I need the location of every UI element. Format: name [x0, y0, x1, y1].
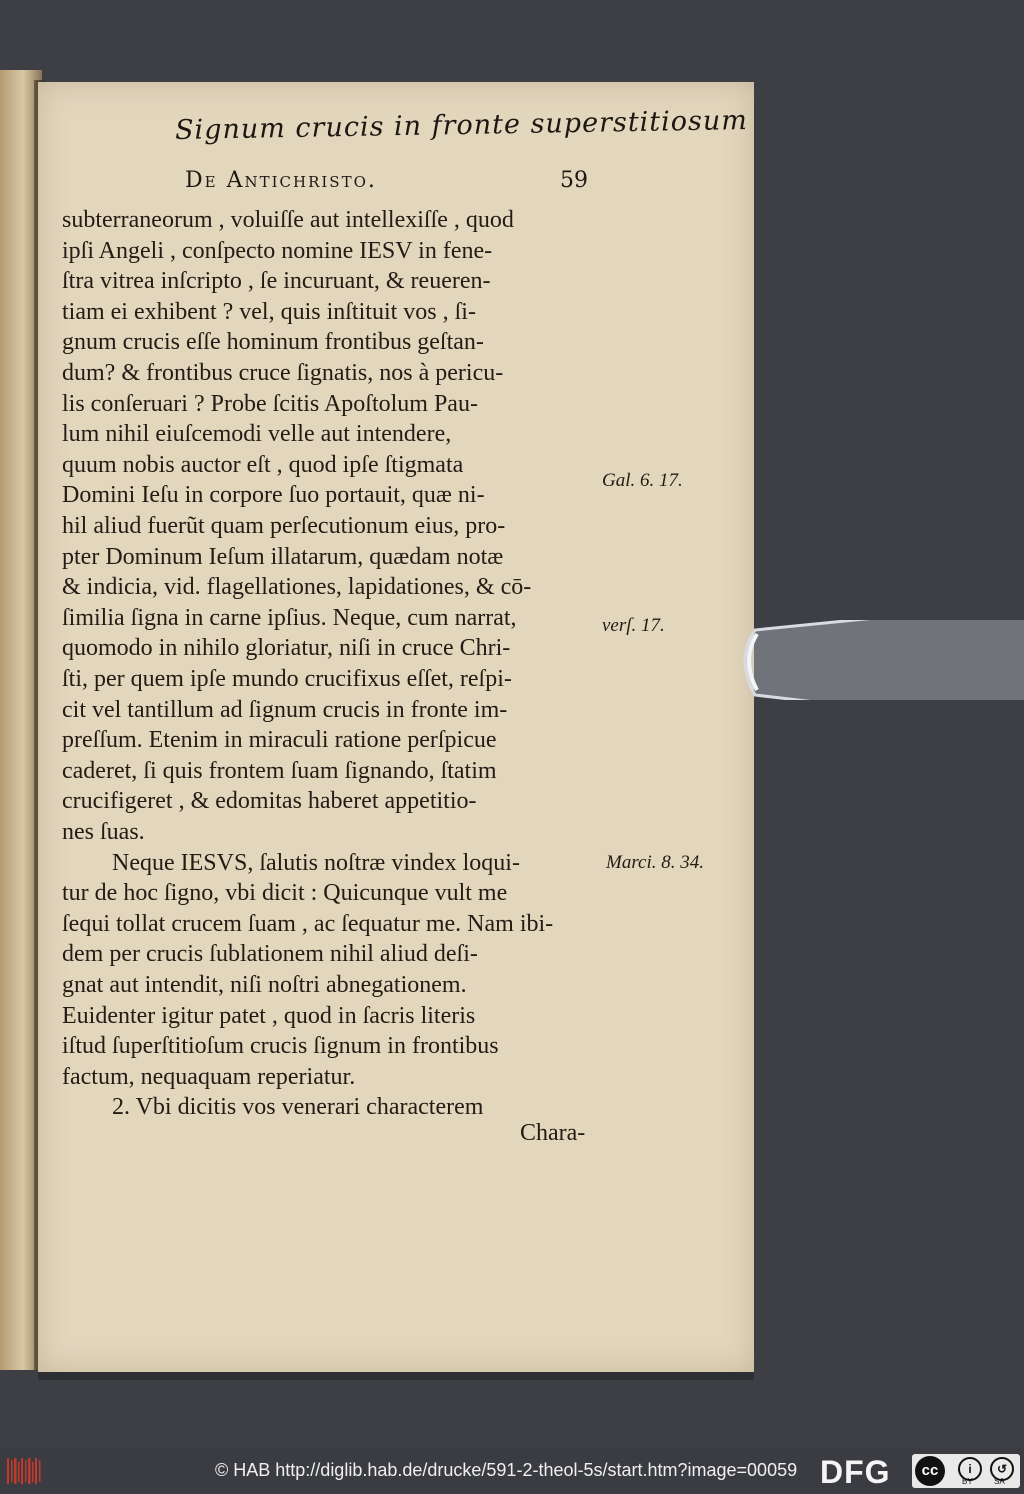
handwritten-annotation: Signum crucis in fronte superstitiosum — [174, 105, 749, 146]
margin-note-vers: verſ. 17. — [602, 615, 665, 636]
text-line: ipſi Angeli , conſpecto nomine IESV in fene- — [62, 237, 493, 264]
barcode-icon — [6, 1456, 42, 1486]
text-line: gnat aut intendit, niſi noſtri abnegationem. — [62, 972, 467, 998]
text-line: quomodo in nihilo gloriatur, niſi in cruce Chri- — [62, 635, 511, 662]
text-line: preſſum. Etenim in miraculi ratione perſpicue — [62, 727, 497, 754]
text-line: tur de hoc ſigno, vbi dicit : Quicunque vult me — [62, 880, 508, 907]
text-line: gnum crucis eſſe hominum frontibus geſtan- — [62, 329, 484, 356]
running-head: De Antichristo. — [185, 168, 377, 193]
text-line: dum? & frontibus cruce ſignatis, nos à pericu- — [62, 360, 504, 386]
text-line: & indicia, vid. flagellationes, lapidationes, & cō- — [62, 574, 532, 601]
cc-icon: cc — [915, 1456, 945, 1486]
text-line: lum nihil eiuſcemodi velle aut intendere, — [62, 421, 452, 448]
text-line: cit vel tantillum ad ſignum crucis in fronte im- — [62, 696, 508, 723]
text-line: iſtud ſuperſtitioſum crucis ſignum in frontibus — [62, 1033, 499, 1060]
margin-note-gal: Gal. 6. 17. — [602, 470, 683, 491]
license-badge[interactable] — [912, 1454, 1020, 1488]
text-line: ſtra vitrea inſcripto , ſe incuruant, & reueren- — [62, 268, 491, 295]
text-line: hil aliud fuerũt quam perſecutionum eius, pro- — [62, 513, 506, 539]
dfg-logo: DFG — [820, 1454, 891, 1490]
text-line: caderet, ſi quis frontem ſuam ſignando, ſtatim — [62, 757, 497, 784]
page-shadow — [38, 1372, 754, 1380]
text-line: ſequi tollat crucem ſuam , ac ſequatur me. Nam ibi- — [62, 910, 554, 937]
text-line: pter Dominum Ieſum illatarum, quædam notæ — [62, 543, 504, 570]
sharealike-icon: ↺ — [990, 1457, 1014, 1481]
license-by-label: BY — [962, 1477, 973, 1486]
text-line: factum, nequaquam reperiatur. — [62, 1063, 356, 1090]
text-line: Neque IESVS, ſalutis noſtræ vindex loqui- — [112, 849, 520, 876]
text-line: Domini Ieſu in corpore ſuo portauit, quæ ni- — [62, 482, 485, 509]
attribution-icon: i — [958, 1457, 982, 1481]
text-line: Euidenter igitur patet , quod in ſacris literis — [62, 1002, 476, 1029]
text-line: 2. Vbi dicitis vos venerari characterem — [112, 1094, 484, 1121]
text-line: dem per crucis ſublationem nihil aliud deſi- — [62, 941, 478, 968]
text-line: tiam ei exhibent ? vel, quis inſtituit vos , ſi- — [62, 298, 476, 325]
glass-weight-marker — [735, 620, 1024, 700]
text-line: subterraneorum , voluiſſe aut intellexiſſe , quod — [62, 207, 514, 233]
text-line: quum nobis auctor eſt , quod ipſe ſtigmata — [62, 451, 464, 478]
footer-bar — [0, 1448, 1024, 1494]
margin-note-marci: Marci. 8. 34. — [606, 852, 704, 873]
text-line: ſti, per quem ipſe mundo crucifixus eſſet, reſpi- — [62, 666, 512, 692]
text-line: ſimilia ſigna in carne ipſius. Neque, cum narrat, — [62, 604, 517, 631]
license-sa-label: SA — [994, 1477, 1005, 1486]
text-line: nes ſuas. — [62, 819, 145, 845]
catchword: Chara- — [520, 1120, 586, 1146]
page-number: 59 — [560, 168, 588, 193]
text-line: lis conſeruari ? Probe ſcitis Apoſtolum Pau- — [62, 390, 478, 417]
source-url[interactable]: © HAB http://diglib.hab.de/drucke/591-2-theol-5s/start.htm?image=00059 — [215, 1460, 798, 1480]
text-line: crucifigeret , & edomitas haberet appetitio- — [62, 788, 477, 815]
